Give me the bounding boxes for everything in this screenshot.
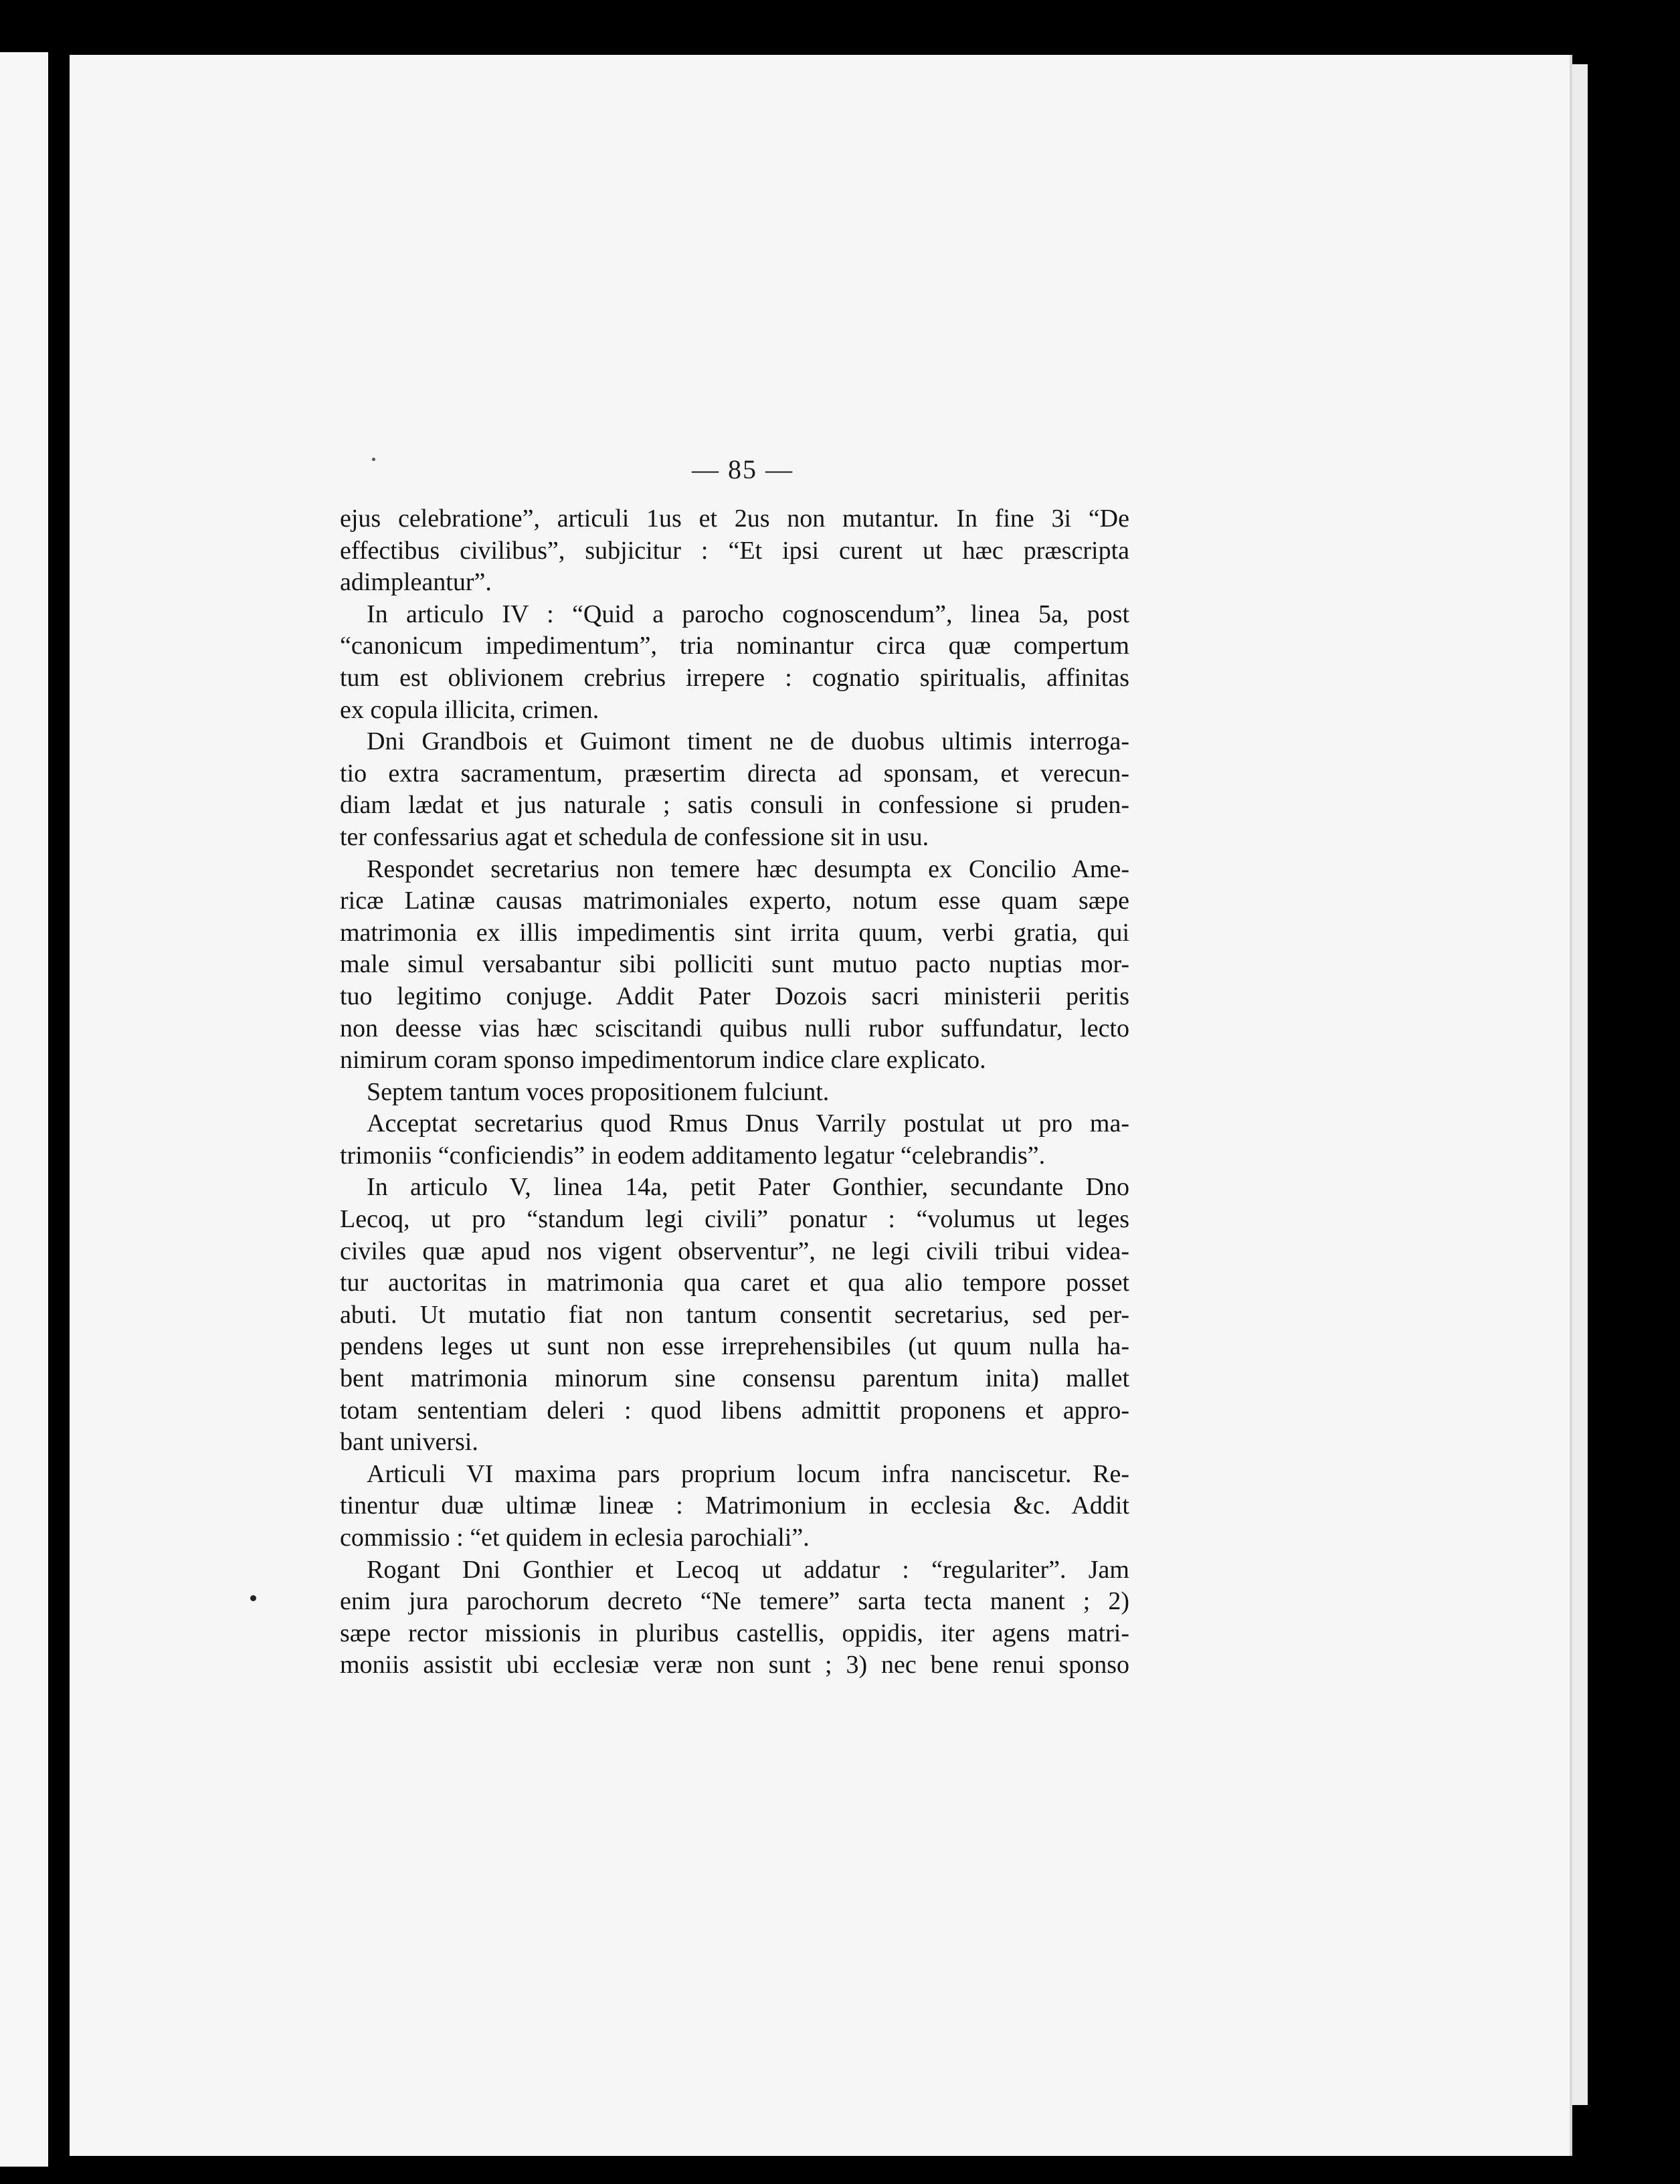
text-line: non deesse vias hæc sciscitandi quibus nulli rubor suffundatur, lecto [340,1014,1129,1042]
text-line: commissio : “et quidem in eclesia parochiali”. [340,1524,810,1552]
text-line: diam lædat et jus naturale ; satis consuli in confessione si pruden- [340,791,1129,820]
text-line: trimoniis “conficiendis” in eodem additamento legatur “celebrandis”. [340,1141,1046,1170]
text-line: abuti. Ut mutatio fiat non tantum consentit secretarius, sed per- [340,1300,1129,1329]
text-line: male simul versabantur sibi polliciti sunt mutuo pacto nuptias mor- [340,950,1129,979]
ink-speck [372,458,375,461]
text-line: tum est oblivionem crebrius irrepere : cognatio spiritualis, affinitas [340,663,1129,692]
left-page-edge [0,52,48,2167]
text-line: moniis assistit ubi ecclesiæ veræ non sunt ; 3) nec bene renui sponso [340,1651,1129,1679]
text-line: sæpe rector missionis in pluribus castellis, oppidis, iter agens matri- [340,1619,1129,1647]
text-line: adimpleantur”. [340,568,492,597]
text-line: Rogant Dni Gonthier et Lecoq ut addatur : “regulariter”. Jam [367,1555,1129,1584]
text-line: Dni Grandbois et Guimont timent ne de duobus ultimis interroga- [367,727,1129,756]
text-line: In articulo IV : “Quid a parocho cognoscendum”, linea 5a, post [367,600,1129,628]
text-line: matrimonia ex illis impedimentis sint irrita quum, verbi gratia, qui [340,918,1129,947]
text-line: bant universi. [340,1428,478,1457]
text-line: ex copula illicita, crimen. [340,695,599,724]
text-line: civiles quæ apud nos vigent observentur”, ne legi civili tribui videa- [340,1237,1129,1265]
text-line: “canonicum impedimentum”, tria nominantur circa quæ compertum [340,632,1129,660]
text-line: Articuli VI maxima pars proprium locum infra nanciscetur. Re- [367,1459,1129,1488]
text-line: ter confessarius agat et schedula de confessione sit in usu. [340,822,929,851]
text-line: ejus celebratione”, articuli 1us et 2us non mutantur. In fine 3i “De [340,505,1129,533]
text-line: Acceptat secretarius quod Rmus Dnus Varrily postulat ut pro ma- [367,1109,1129,1138]
text-line: nimirum coram sponso impedimentorum indice clare explicato. [340,1046,986,1075]
text-line: tuo legitimo conjuge. Addit Pater Dozois sacri ministerii peritis [340,982,1129,1010]
text-line: enim jura parochorum decreto “Ne temere” sarta tecta manent ; 2) [340,1587,1129,1616]
text-line: Respondet secretarius non temere hæc desumpta ex Concilio Ame- [367,854,1129,883]
text-line: Septem tantum voces propositionem fulciunt. [367,1077,830,1106]
text-line: totam sententiam deleri : quod libens admittit proponens et appro- [340,1396,1129,1425]
page-number: — 85 — [692,454,794,484]
text-line: bent matrimonia minorum sine consensu parentum inita) mallet [340,1364,1129,1393]
text-line: In articulo V, linea 14a, petit Pater Gonthier, secundante Dno [367,1173,1129,1202]
text-line: pendens leges ut sunt non esse irreprehensibiles (ut quum nulla ha- [340,1332,1129,1361]
ink-speck [250,1595,256,1601]
text-line: tinentur duæ ultimæ lineæ : Matrimonium in ecclesia &c. Addit [340,1491,1129,1520]
text-line: effectibus civilibus”, subjicitur : “Et ipsi curent ut hæc præscripta [340,536,1129,565]
text-line: tur auctoritas in matrimonia qua caret et qua alio tempore posset [340,1269,1129,1297]
text-line: ricæ Latinæ causas matrimoniales experto, notum esse quam sæpe [340,887,1129,915]
text-line: Lecoq, ut pro “standum legi civili” ponatur : “volumus ut leges [340,1205,1129,1234]
text-line: tio extra sacramentum, præsertim directa ad sponsam, et verecun- [340,759,1129,788]
body-text [340,503,1129,1681]
